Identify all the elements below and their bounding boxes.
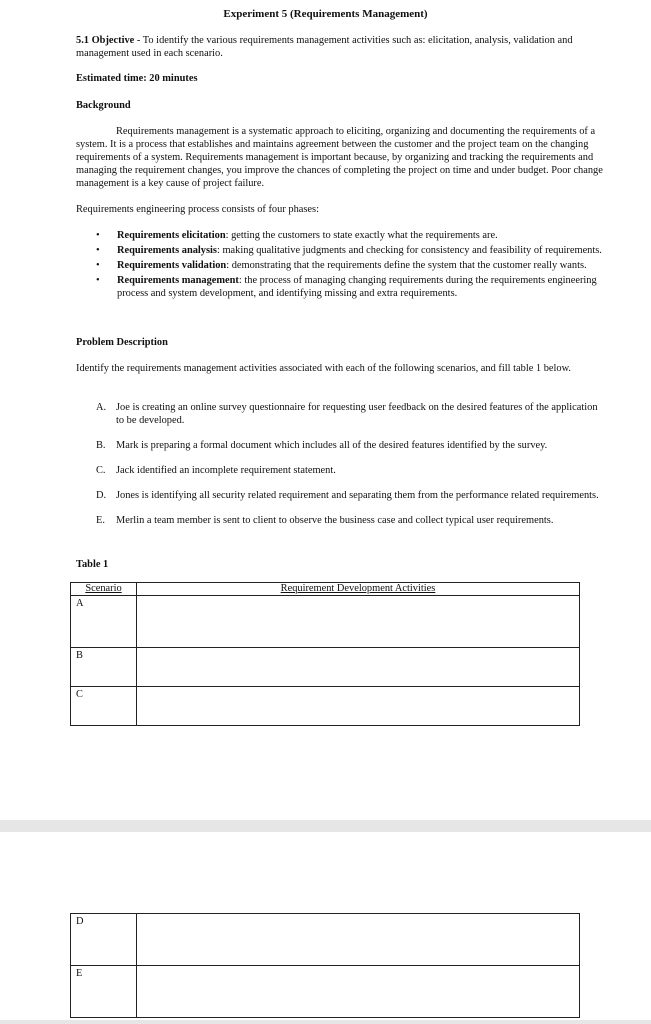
- list-item: [76, 274, 606, 300]
- scenario-text: Joe is creating an online survey questionnaire for requesting user feedback on the desired features of the application to be developed.: [116, 402, 598, 426]
- phase-term: Requirements validation: [117, 260, 227, 271]
- scenario-table-continued: [70, 913, 580, 1018]
- table-cell-activities[interactable]: [137, 914, 580, 966]
- table-header-row: [71, 583, 580, 596]
- table-label: Table 1: [76, 559, 109, 570]
- phase-desc: : the process of managing changing requirements during the requirements engineering process and system development, and identifying missing and extra requirements.: [117, 275, 597, 299]
- phase-term: Requirements management: [117, 275, 239, 286]
- table-row: [71, 914, 580, 966]
- page-bottom-edge: [0, 1020, 651, 1024]
- scenario-letter: C.: [96, 465, 106, 476]
- table-cell-scenario: E: [71, 966, 137, 1018]
- list-item: [76, 229, 606, 242]
- table-header-activities: Requirement Development Activities: [137, 583, 580, 596]
- scenario-text: Merlin a team member is sent to client to observe the business case and collect typical user requirements.: [116, 515, 554, 526]
- scenario-list: [96, 401, 602, 527]
- phase-desc: : making qualitative judgments and checking for consistency and feasibility of requirements.: [216, 245, 602, 256]
- table-header-scenario: Scenario: [71, 583, 137, 596]
- objective-text: - To identify the various requirements management activities such as: elicitation, analysis, validation and management used in each scenario.: [76, 35, 573, 59]
- objective-label: 5.1 Objective: [76, 35, 135, 46]
- list-item: [96, 439, 602, 452]
- background-heading: Background: [76, 100, 131, 111]
- bullet-icon: •: [96, 245, 100, 256]
- scenario-letter: B.: [96, 440, 106, 451]
- table-cell-scenario: B: [71, 648, 137, 687]
- estimated-time: Estimated time: 20 minutes: [76, 73, 198, 84]
- scenario-text: Jack identified an incomplete requirement statement.: [116, 465, 336, 476]
- table-cell-activities[interactable]: [137, 596, 580, 648]
- table-row: [71, 966, 580, 1018]
- scenario-text: Mark is preparing a formal document which includes all of the desired features identified by the survey.: [116, 440, 548, 451]
- list-item: [96, 464, 602, 477]
- table-cell-scenario: C: [71, 687, 137, 726]
- scenario-letter: D.: [96, 490, 107, 501]
- table-cell-activities[interactable]: [137, 687, 580, 726]
- scenario-letter: E.: [96, 515, 105, 526]
- bullet-icon: •: [96, 275, 100, 286]
- scenario-letter: A.: [96, 402, 107, 413]
- list-item: [96, 514, 602, 527]
- phase-desc: : demonstrating that the requirements define the system that the customer really wants.: [226, 260, 587, 271]
- page-break: [0, 820, 651, 832]
- table-row: [71, 648, 580, 687]
- list-item: [76, 244, 606, 257]
- table-cell-activities[interactable]: [137, 966, 580, 1018]
- table-cell-scenario: A: [71, 596, 137, 648]
- phase-term: Requirements analysis: [117, 245, 217, 256]
- objective-paragraph: [76, 34, 604, 60]
- bullet-icon: •: [96, 230, 100, 241]
- list-item: [76, 259, 606, 272]
- bullet-icon: •: [96, 260, 100, 271]
- phases-intro: Requirements engineering process consists of four phases:: [76, 204, 319, 215]
- scenario-text: Jones is identifying all security related requirement and separating them from the performance related requirements.: [116, 490, 599, 501]
- scenario-table: [70, 582, 580, 726]
- problem-paragraph: Identify the requirements management activities associated with each of the following scenarios, and fill table 1 below.: [76, 363, 572, 374]
- background-paragraph: Requirements management is a systematic approach to eliciting, organizing and documenting the requirements of a system. It is a process that establishes and maintains agreement between the customer and the project team on the changing requirements of a system. Requirements management is important because, by organizing and tracking the requirements and managing the requirement changes, you improve the chances of completing the project on time and under budget. Poor change management is a key cause of project failure.: [76, 126, 603, 189]
- problem-heading: Problem Description: [76, 337, 168, 348]
- list-item: [96, 489, 602, 502]
- table-row: [71, 687, 580, 726]
- table-cell-activities[interactable]: [137, 648, 580, 687]
- table-row: [71, 596, 580, 648]
- phase-desc: : getting the customers to state exactly what the requirements are.: [225, 230, 498, 241]
- document-title: Experiment 5 (Requirements Management): [223, 8, 428, 20]
- phase-term: Requirements elicitation: [117, 230, 226, 241]
- list-item: [96, 401, 602, 427]
- phases-list: [76, 229, 606, 302]
- table-cell-scenario: D: [71, 914, 137, 966]
